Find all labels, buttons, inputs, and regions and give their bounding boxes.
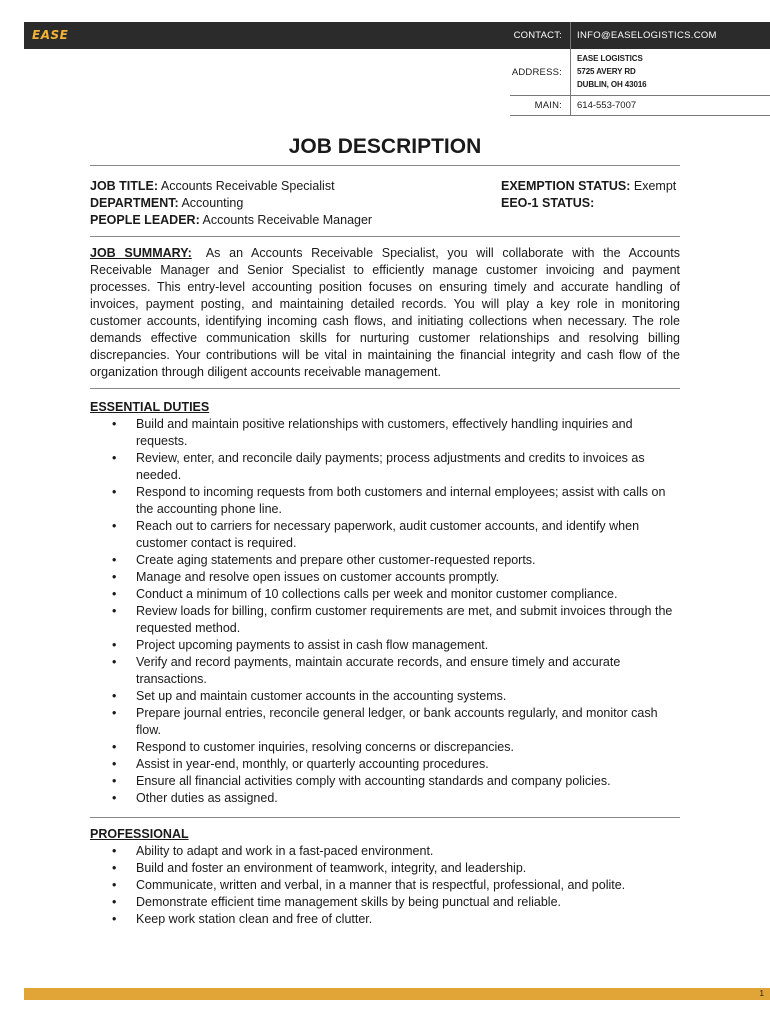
essential-duties-list	[90, 416, 680, 807]
professional-heading: PROFESSIONAL	[90, 827, 189, 841]
list-item: • Manage and resolve open issues on customer accounts promptly.	[90, 569, 680, 586]
department-value: Accounting	[181, 196, 244, 210]
divider	[90, 236, 680, 237]
list-item: • Project upcoming payments to assist in cash flow management.	[90, 637, 680, 654]
list-item: • Respond to incoming requests from both customers and internal employees; assist with calls on the accounting phone line.	[90, 484, 680, 518]
list-item: • Build and foster an environment of teamwork, integrity, and leadership.	[90, 860, 680, 877]
main-phone[interactable]: 614-553-7007	[570, 96, 770, 115]
main-phone-row	[510, 96, 770, 116]
contact-row	[510, 22, 770, 49]
list-item: • Prepare journal entries, reconcile general ledger, or bank accounts regularly, and monitor cash flow.	[90, 705, 680, 739]
job-title-line	[90, 178, 372, 195]
exemption-label: EXEMPTION STATUS:	[501, 179, 631, 193]
exemption-value: Exempt	[633, 179, 677, 193]
list-item: • Build and maintain positive relationships with customers, effectively handling inquiries and requests.	[90, 416, 680, 450]
main-label: MAIN:	[534, 100, 562, 111]
professional-list	[90, 843, 680, 928]
address-row	[510, 49, 770, 96]
job-meta-left	[90, 178, 372, 229]
professional-section	[90, 826, 680, 928]
list-item: • Review, enter, and reconcile daily payments; process adjustments and credits to invoices as needed.	[90, 450, 680, 484]
people-leader-label: PEOPLE LEADER:	[90, 213, 200, 227]
address-line: DUBLIN, OH 43016	[577, 80, 647, 89]
essential-duties-section	[90, 399, 680, 807]
department-line	[90, 195, 372, 212]
contact-email[interactable]: INFO@EASELOGISTICS.COM	[570, 22, 770, 49]
job-title-label: JOB TITLE:	[90, 179, 159, 193]
list-item: • Reach out to carriers for necessary paperwork, audit customer accounts, and identify when customer contact is required.	[90, 518, 680, 552]
list-item: • Communicate, written and verbal, in a manner that is respectful, professional, and polite.	[90, 877, 680, 894]
eeo-line	[501, 195, 676, 212]
list-item: • Keep work station clean and free of clutter.	[90, 911, 680, 928]
address-line: 5725 AVERY RD	[577, 67, 636, 76]
people-leader-line	[90, 212, 372, 229]
list-item: • Conduct a minimum of 10 collections calls per week and monitor customer compliance.	[90, 586, 680, 603]
job-summary	[90, 245, 680, 381]
divider	[90, 165, 680, 166]
exemption-line	[501, 178, 676, 195]
list-item: • Assist in year-end, monthly, or quarterly accounting procedures.	[90, 756, 680, 773]
job-title-value: Accounts Receivable Specialist	[160, 179, 335, 193]
list-item: • Demonstrate efficient time management skills by being punctual and reliable.	[90, 894, 680, 911]
list-item: • Respond to customer inquiries, resolving concerns or discrepancies.	[90, 739, 680, 756]
page-title: JOB DESCRIPTION	[288, 135, 482, 158]
list-item: • Set up and maintain customer accounts in the accounting systems.	[90, 688, 680, 705]
list-item: • Create aging statements and prepare other customer-requested reports.	[90, 552, 680, 569]
list-item: • Verify and record payments, maintain accurate records, and ensure timely and accurate transactions.	[90, 654, 680, 688]
page-number: 1	[759, 989, 764, 998]
divider	[90, 817, 680, 818]
list-item: • Ability to adapt and work in a fast-paced environment.	[90, 843, 680, 860]
job-summary-label: JOB SUMMARY:	[90, 246, 192, 260]
list-item: • Other duties as assigned.	[90, 790, 680, 807]
company-logo: EASE	[32, 28, 69, 42]
eeo-label: EEO-1 STATUS:	[501, 196, 595, 210]
address-label: ADDRESS:	[511, 66, 562, 78]
list-item: • Review loads for billing, confirm customer requirements are met, and submit invoices through the requested method.	[90, 603, 680, 637]
address-line: EASE LOGISTICS	[577, 54, 643, 63]
divider	[90, 388, 680, 389]
essential-duties-heading: ESSENTIAL DUTIES	[90, 400, 210, 414]
address-value	[570, 49, 770, 95]
list-item: • Ensure all financial activities comply with accounting standards and company policies.	[90, 773, 680, 790]
contact-label: CONTACT:	[513, 30, 562, 41]
job-meta-right	[501, 178, 676, 212]
contact-table	[510, 22, 770, 116]
job-summary-text: As an Accounts Receivable Specialist, you will collaborate with the Accounts Receivable Manager and Senior Specialist to efficiently manage customer invoicing and payment processes. This entry-level accounting position focuses on ensuring timely and accurate handling of invoices, payment posting, and maintaining detailed records. You will play a key role in monitoring customer accounts, identifying incoming cash flows, and initiating collections when necessary. The role demands effective communication skills for nurturing customer relationships and resolving billing discrepancies. Your contributions will be vital in maintaining the financial integrity and cash flow of the organization through diligent accounts receivable management.	[90, 246, 680, 379]
department-label: DEPARTMENT:	[90, 196, 179, 210]
footer-bar	[24, 988, 770, 1000]
people-leader-value: Accounts Receivable Manager	[202, 213, 373, 227]
